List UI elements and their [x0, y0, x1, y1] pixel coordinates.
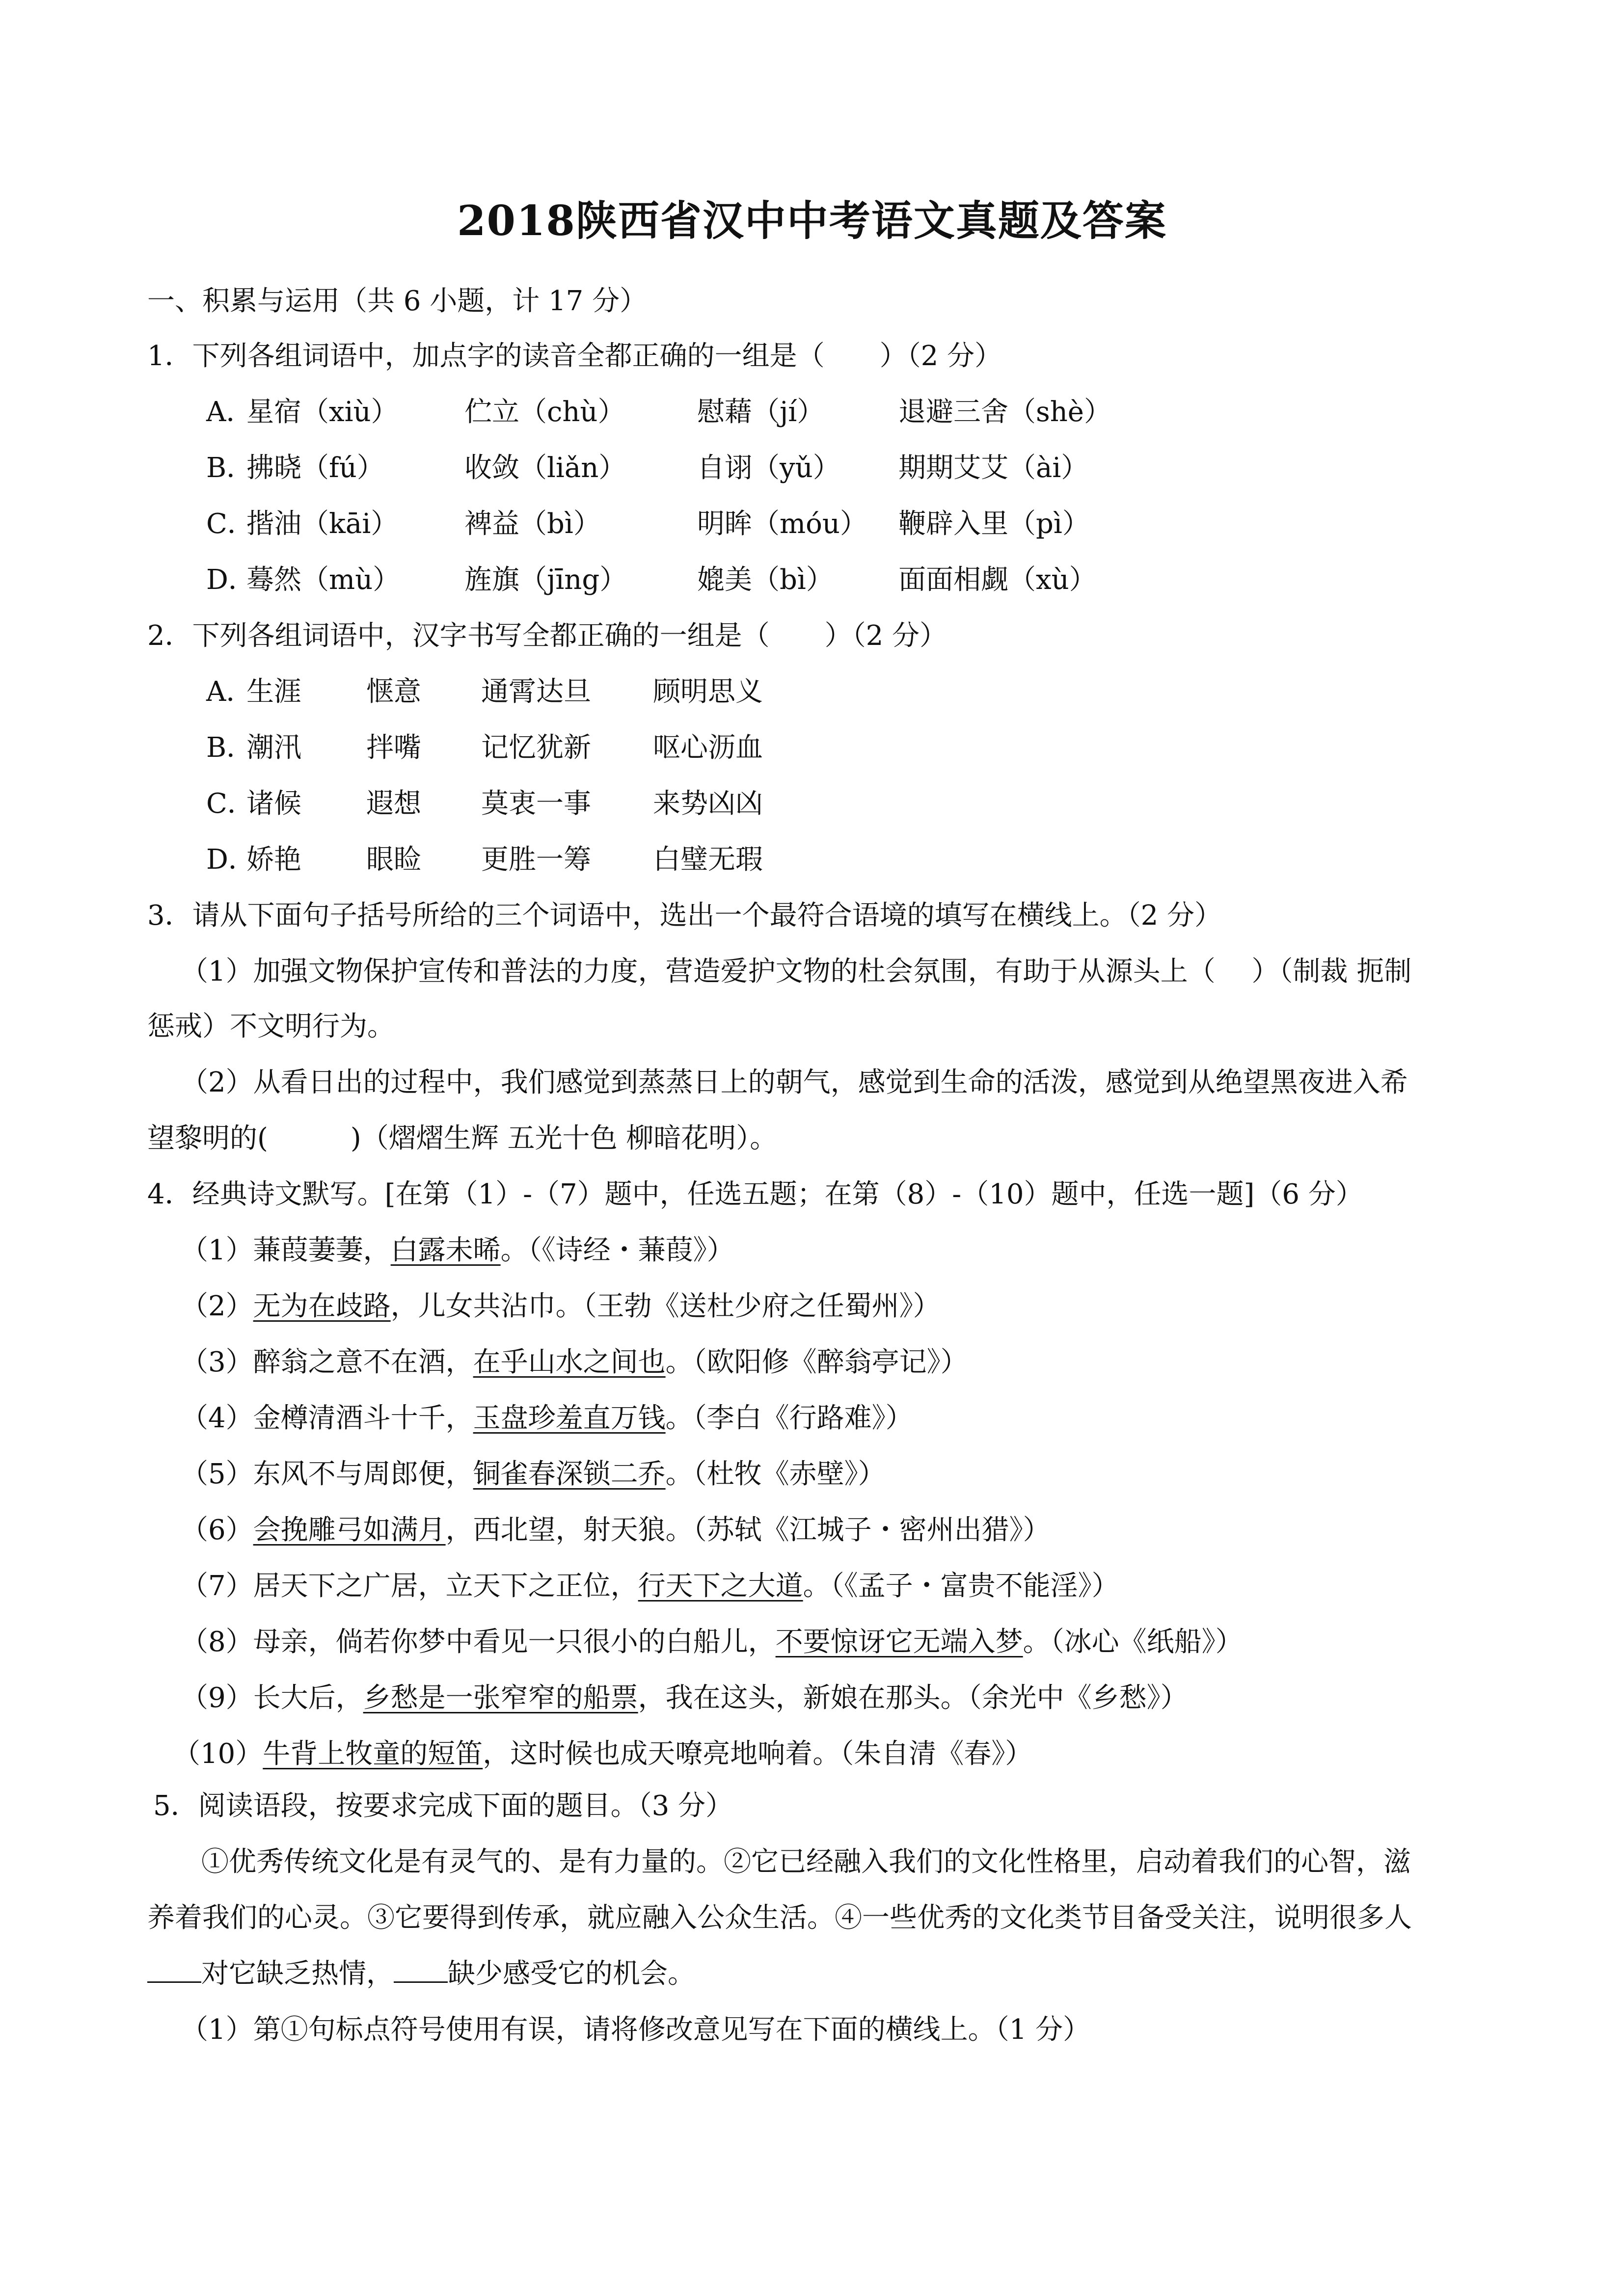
poem-line	[181, 1455, 886, 1494]
option-item: 拂晓（fú）	[246, 452, 384, 484]
option-item: 诸候	[246, 788, 301, 820]
option-label: D．	[206, 844, 256, 876]
poem-suffix: 。（杜牧《赤壁》）	[665, 1458, 886, 1490]
option-item: 收敛（liǎn）	[464, 452, 626, 484]
answer-blank[interactable]	[147, 1962, 201, 1983]
poem-suffix: 。（《孟子・富贵不能淫》）	[803, 1570, 1119, 1602]
question-3-part-1-line-2: 惩戒）不文明行为。	[147, 1011, 395, 1042]
poem-answer: 不要惊讶它无端入梦	[775, 1626, 1023, 1658]
poem-answer: 铜雀春深锁二乔	[473, 1458, 666, 1490]
poem-suffix: ，我在这头，新娘在那头。（余光中《乡愁》）	[638, 1682, 1188, 1714]
question-3-part-2-line-1: （2）从看日出的过程中，我们感觉到蒸蒸日上的朝气，感觉到生命的活泼，感觉到从绝望黑夜进入希	[181, 1067, 1408, 1098]
poem-prefix: （4）金樽清酒斗十千，	[181, 1402, 473, 1434]
page-title: 2018陕西省汉中中考语文真题及答案	[457, 196, 1167, 245]
option-item: 通霄达旦	[481, 676, 591, 708]
poem-line	[181, 1343, 968, 1382]
option-item: 来势凶凶	[653, 788, 763, 820]
option-item: 蓦然（mù）	[246, 564, 401, 596]
question-2-stem: 2．下列各组词语中，汉字书写全都正确的一组是（ ）（2 分）	[147, 620, 947, 652]
poem-line	[181, 1287, 941, 1326]
section-heading: 一、积累与运用（共 6 小题，计 17 分）	[147, 285, 648, 317]
question-5-sub-1: （1）第①句标点符号使用有误，请将修改意见写在下面的横线上。（1 分）	[181, 2014, 1091, 2046]
poem-answer: 在乎山水之间也	[473, 1346, 666, 1378]
poem-suffix: 。（《诗经・蒹葭》）	[500, 1234, 734, 1266]
poem-answer: 乡愁是一张窄窄的船票	[363, 1682, 638, 1714]
option-item: 眼睑	[366, 844, 421, 876]
question-3-part-1-line-1: （1）加强文物保护宣传和普法的力度，营造爱护文物的杜会氛围，有助于从源头上（ ）（制裁 扼制	[181, 956, 1412, 988]
option-item: 鞭辟入里（pì）	[898, 508, 1090, 540]
option-item: 呕心沥血	[653, 732, 763, 764]
poem-answer: 无为在歧路	[253, 1290, 391, 1322]
option-item: 慰藉（jí）	[697, 396, 825, 428]
poem-prefix: （8）母亲，倘若你梦中看见一只很小的白船儿，	[181, 1626, 776, 1658]
option-item: 娇艳	[246, 844, 301, 876]
poem-answer: 会挽雕弓如满月	[253, 1514, 446, 1546]
option-label: D．	[206, 564, 256, 596]
option-item: 明眸（móu）	[697, 508, 867, 540]
poem-suffix: 。（冰心《纸船》）	[1023, 1626, 1243, 1658]
option-item: 面面相觑（xù）	[898, 564, 1097, 596]
poem-line	[181, 1623, 1243, 1662]
answer-blank[interactable]	[394, 1962, 448, 1983]
question-5-paragraph-line-3	[147, 1954, 695, 1994]
question-4-stem: 4．经典诗文默写。[在第（1）-（7）题中，任选五题；在第（8）-（10）题中，任选一题]（6 分）	[147, 1178, 1363, 1210]
poem-answer: 白露未晞	[390, 1234, 501, 1266]
poem-prefix: （10）	[173, 1738, 263, 1770]
question-5-paragraph-line-1: ①优秀传统文化是有灵气的、是有力量的。②它已经融入我们的文化性格里，启动着我们的心智，滋	[201, 1846, 1411, 1878]
option-item: 伫立（chù）	[464, 396, 625, 428]
option-item: 白璧无瑕	[653, 844, 763, 876]
poem-prefix: （9）长大后，	[181, 1682, 363, 1714]
poem-answer: 牛背上牧童的短笛	[263, 1738, 483, 1770]
option-label: A．	[206, 396, 254, 428]
option-item: 星宿（xiù）	[246, 396, 399, 428]
paragraph-segment: 缺少感受它的机会。	[448, 1958, 695, 1990]
poem-prefix: （3）醉翁之意不在酒，	[181, 1346, 473, 1378]
option-item: 潮汛	[246, 732, 301, 764]
option-item: 自诩（yǔ）	[697, 452, 840, 484]
question-1-stem: 1．下列各组词语中，加点字的读音全都正确的一组是（ ）（2 分）	[147, 340, 1002, 372]
poem-line	[181, 1399, 913, 1438]
poem-prefix: （5）东风不与周郎便，	[181, 1458, 473, 1490]
poem-line	[181, 1679, 1188, 1718]
option-item: 媲美（bì）	[697, 564, 834, 596]
option-item: 期期艾艾（ài）	[898, 452, 1089, 484]
option-label: C．	[206, 508, 255, 540]
option-item: 拌嘴	[366, 732, 421, 764]
poem-suffix: ，儿女共沾巾。（王勃《送杜少府之任蜀州》）	[390, 1290, 941, 1322]
option-item: 记忆犹新	[481, 732, 591, 764]
question-5-stem: 5．阅读语段，按要求完成下面的题目。（3 分）	[153, 1790, 733, 1822]
option-label: B．	[206, 452, 254, 484]
poem-line	[181, 1567, 1119, 1606]
question-3-part-2-line-2: 望黎明的( )（熠熠生辉 五光十色 柳暗花明）。	[147, 1122, 778, 1154]
poem-line	[181, 1231, 734, 1270]
poem-suffix: 。（欧阳修《醉翁亭记》）	[665, 1346, 968, 1378]
poem-suffix: 。（李白《行路难》）	[665, 1402, 913, 1434]
option-item: 顾明思义	[653, 676, 763, 708]
option-item: 揩油（kāi）	[246, 508, 399, 540]
option-label: B．	[206, 732, 254, 764]
question-5-paragraph-line-2: 养着我们的心灵。③它要得到传承，就应融入公众生活。④一些优秀的文化类节目备受关注，说明很多人	[147, 1902, 1412, 1934]
question-3-stem: 3．请从下面句子括号所给的三个词语中，选出一个最符合语境的填写在横线上。（2 分）	[147, 900, 1222, 932]
poem-prefix: （7）居天下之广居，立天下之正位，	[181, 1570, 638, 1602]
option-item: 裨益（bì）	[464, 508, 601, 540]
option-label: C．	[206, 788, 255, 820]
option-item: 遐想	[366, 788, 421, 820]
poem-answer: 玉盘珍羞直万钱	[473, 1402, 666, 1434]
option-item: 更胜一筹	[481, 844, 591, 876]
option-item: 旌旗（jīng）	[464, 564, 627, 596]
option-item: 莫衷一事	[481, 788, 591, 820]
poem-suffix: ，这时候也成天嘹亮地响着。（朱自清《春》）	[483, 1738, 1033, 1770]
poem-suffix: ，西北望，射天狼。（苏轼《江城子・密州出猎》）	[445, 1514, 1051, 1546]
poem-prefix: （1）蒹葭萋萋，	[181, 1234, 391, 1266]
option-label: A．	[206, 676, 254, 708]
poem-answer: 行天下之大道	[638, 1570, 803, 1602]
paragraph-segment: 对它缺乏热情，	[201, 1958, 394, 1990]
poem-line	[173, 1735, 1032, 1774]
poem-line	[181, 1511, 1051, 1550]
option-item: 生涯	[246, 676, 301, 708]
poem-prefix: （2）	[181, 1290, 253, 1322]
option-item: 退避三舍（shè）	[898, 396, 1111, 428]
option-item: 惬意	[366, 676, 421, 708]
poem-prefix: （6）	[181, 1514, 253, 1546]
